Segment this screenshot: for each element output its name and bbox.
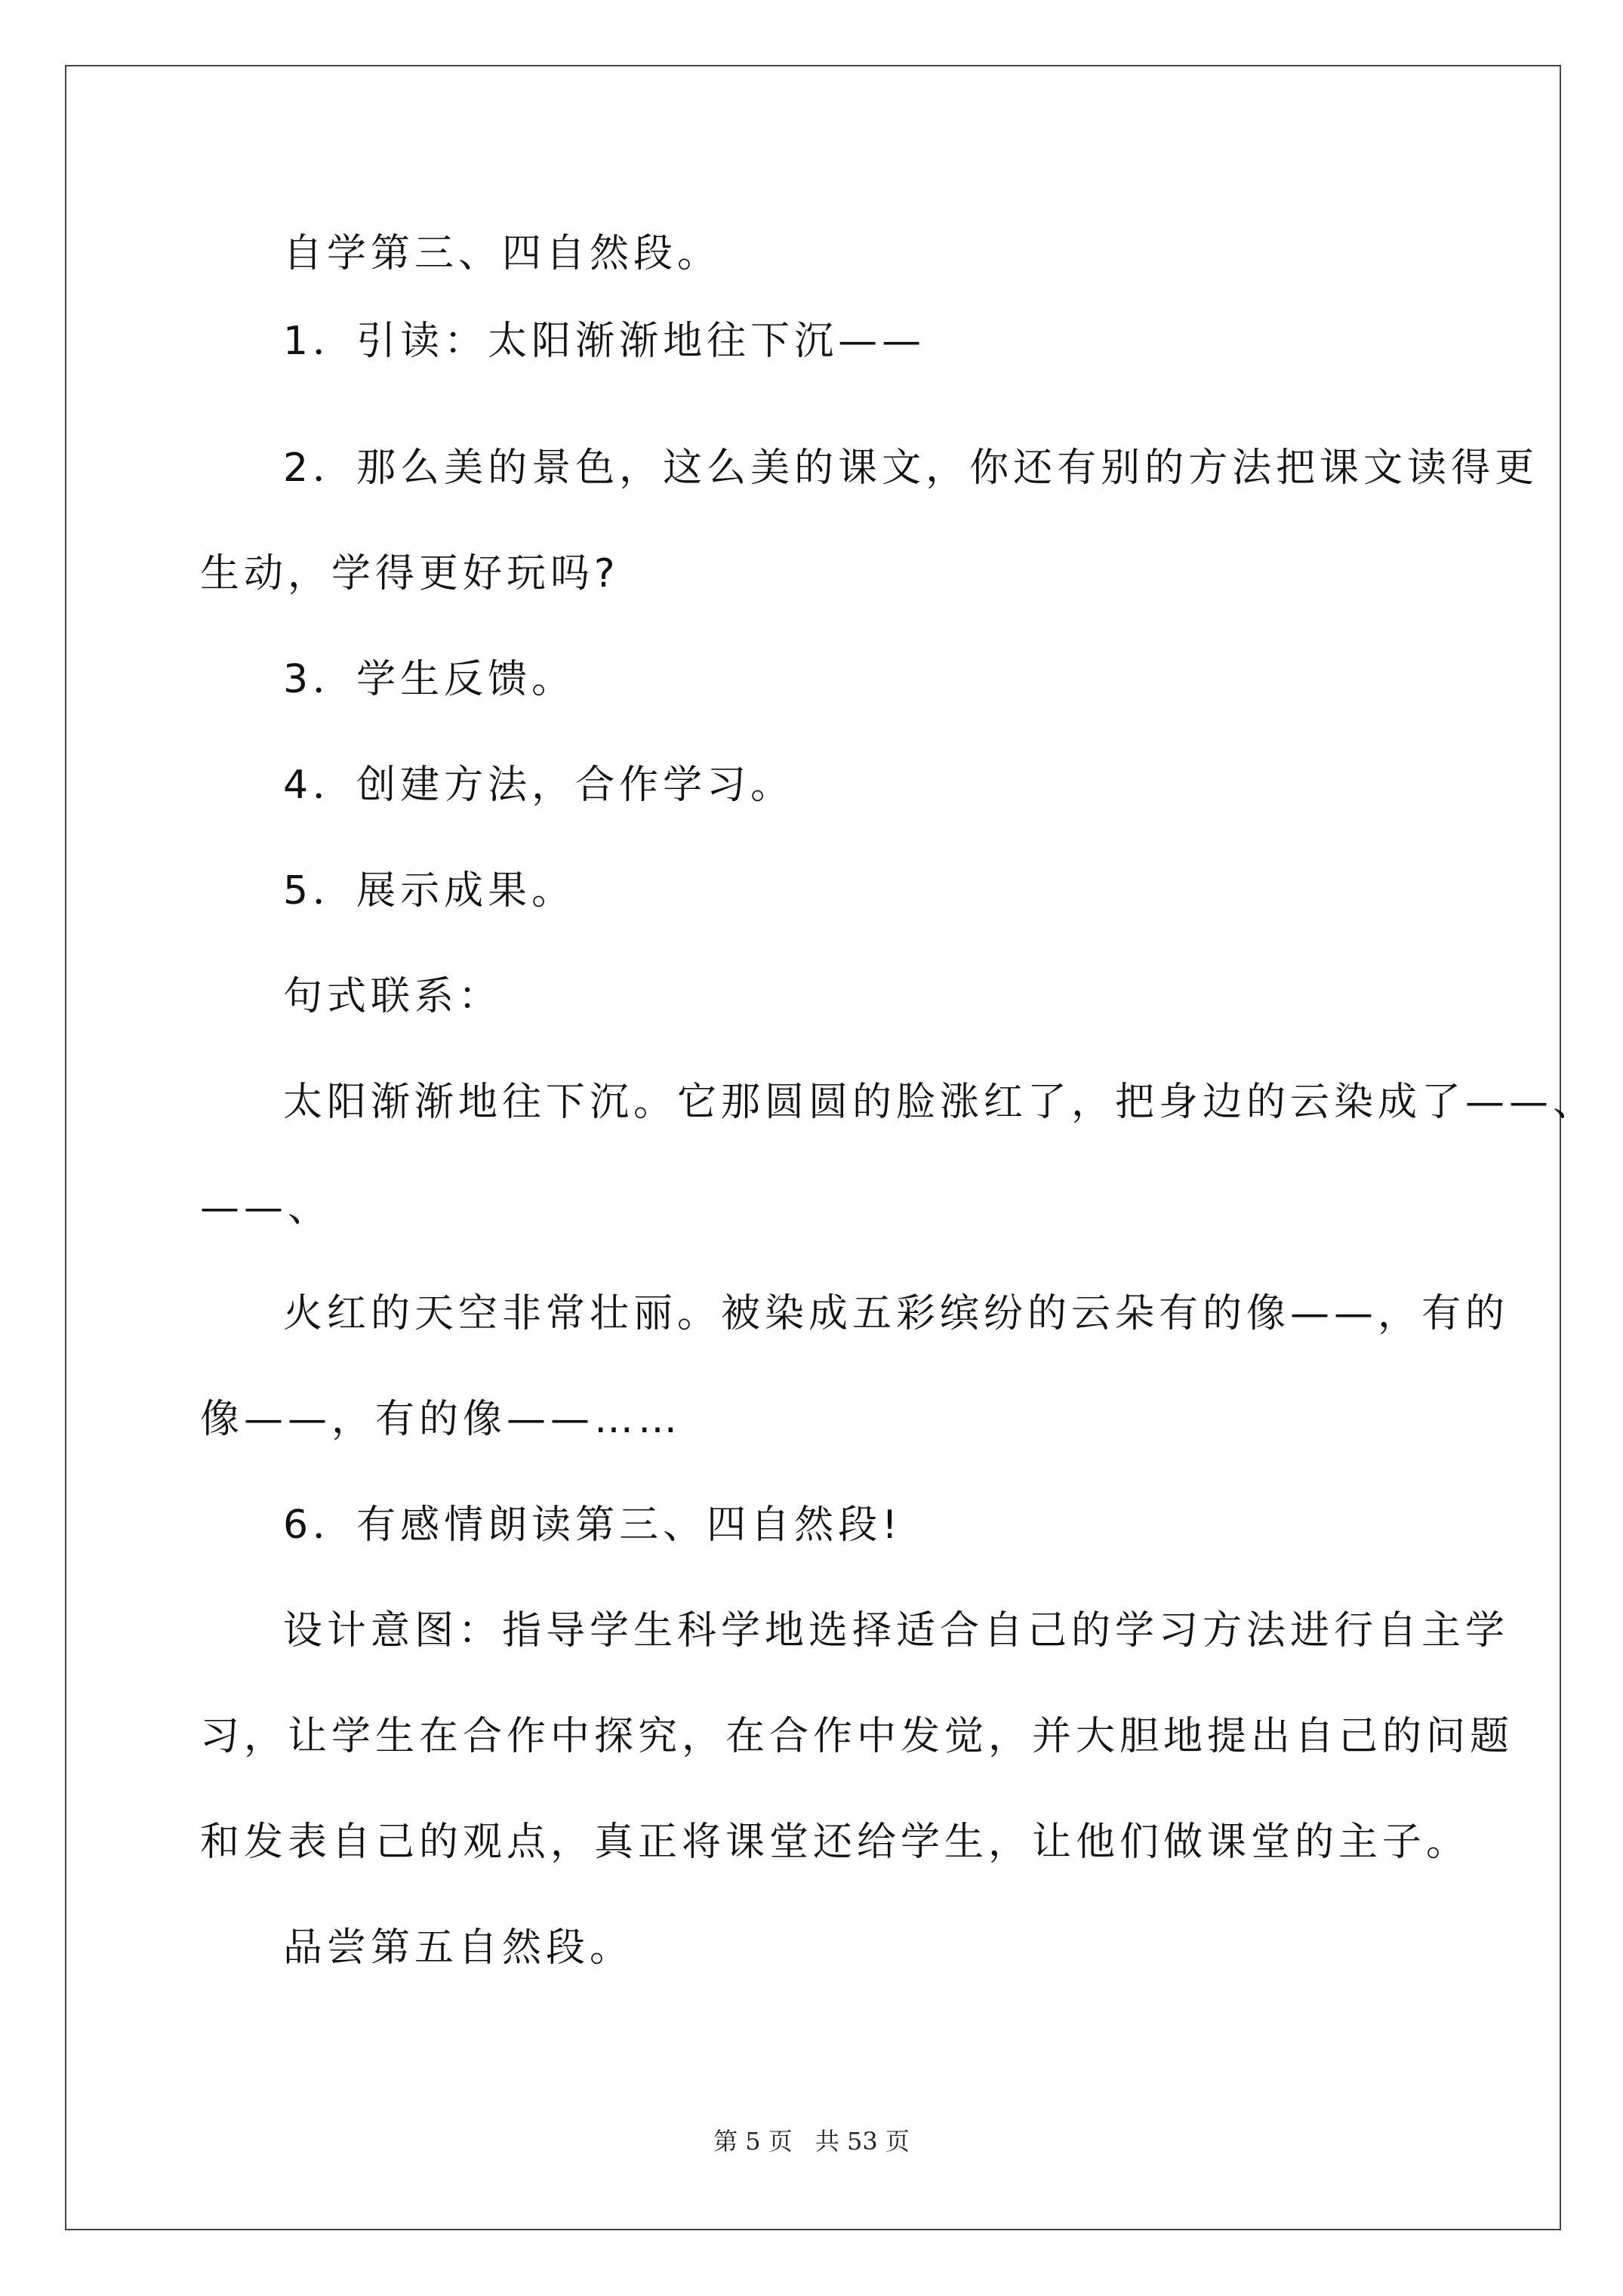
- page-footer: [0, 2126, 1623, 2156]
- page-border: [65, 65, 1561, 2230]
- paragraph-line: 像——，有的像——……: [200, 1397, 682, 1442]
- paragraph-line: 和发表自己的观点，真正将课堂还给学生，让他们做课堂的主子。: [200, 1820, 1471, 1865]
- paragraph-line: 2．那么美的景色，这么美的课文，你还有别的方法把课文读得更: [283, 445, 1539, 491]
- paragraph-line: 3．学生反馈。: [283, 657, 576, 702]
- paragraph-line: 5．展示成果。: [283, 868, 576, 914]
- page-number-total: 共 53 页: [815, 2127, 910, 2156]
- paragraph-line: 习，让学生在合作中探究，在合作中发觉，并大胆地提出自己的问题: [200, 1714, 1514, 1759]
- paragraph-line: 品尝第五自然段。: [283, 1925, 634, 1971]
- paragraph-line: 太阳渐渐地往下沉。它那圆圆的脸涨红了，把身边的云染成了——、: [283, 1080, 1597, 1125]
- paragraph-line: 4．创建方法，合作学习。: [283, 763, 795, 808]
- paragraph-line: 火红的天空非常壮丽。被染成五彩缤纷的云朵有的像——，有的: [283, 1291, 1510, 1336]
- paragraph-line: 1．引读：太阳渐渐地往下沉——: [283, 319, 926, 364]
- paragraph-line: 6．有感情朗读第三、四自然段!: [283, 1502, 902, 1548]
- page-number-current: 第 5 页: [713, 2127, 793, 2156]
- paragraph-line: 自学第三、四自然段。: [283, 231, 722, 276]
- paragraph-line: 设计意图：指导学生科学地选择适合自己的学习方法进行自主学: [283, 1608, 1510, 1653]
- paragraph-line: ——、: [200, 1185, 332, 1231]
- paragraph-line: 生动，学得更好玩吗?: [200, 551, 620, 596]
- paragraph-line: 句式联系：: [283, 974, 503, 1019]
